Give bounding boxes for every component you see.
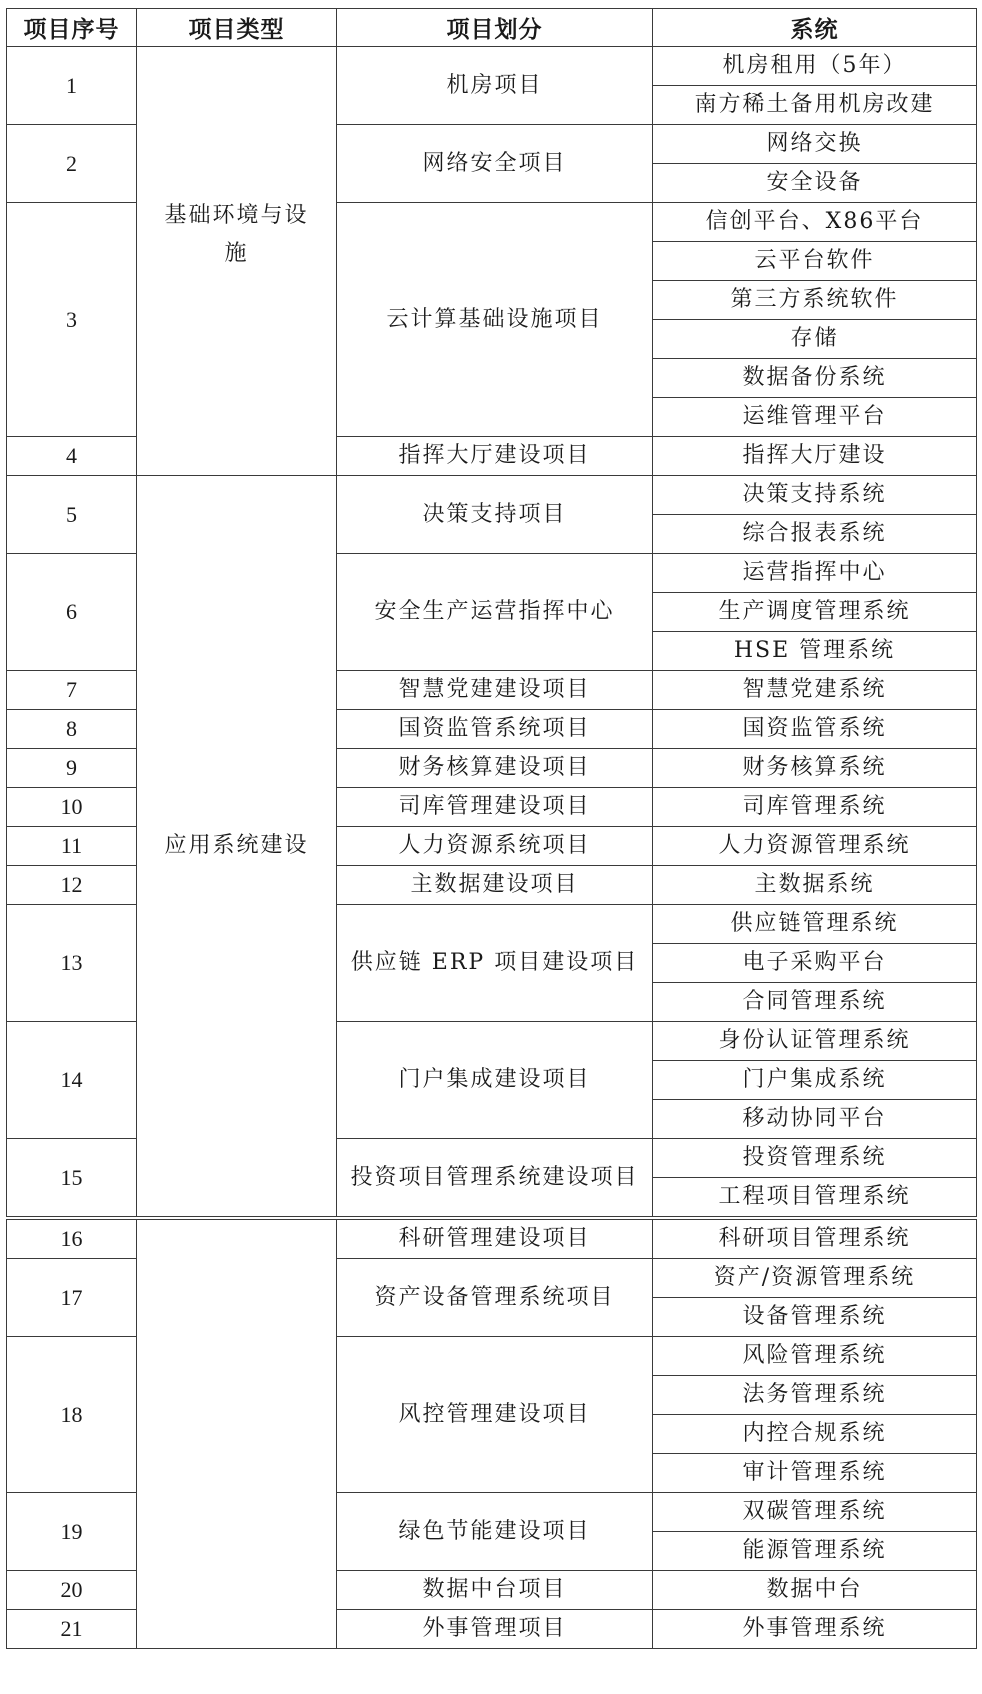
project-no: 17	[7, 1259, 137, 1337]
project-table-container	[6, 8, 976, 1649]
project-no: 1	[7, 47, 137, 125]
system-cell: 云平台软件	[653, 242, 977, 281]
system-cell: 科研项目管理系统	[653, 1218, 977, 1259]
table-body	[7, 47, 977, 1649]
system-cell: 主数据系统	[653, 866, 977, 905]
system-cell: 存储	[653, 320, 977, 359]
project-no: 2	[7, 125, 137, 203]
project-division: 智慧党建建设项目	[337, 671, 653, 710]
project-type: 应用系统建设	[137, 476, 337, 1219]
system-cell: 运营指挥中心	[653, 554, 977, 593]
project-division: 投资项目管理系统建设项目	[337, 1139, 653, 1219]
system-cell: 能源管理系统	[653, 1532, 977, 1571]
system-cell: 人力资源管理系统	[653, 827, 977, 866]
project-division: 财务核算建设项目	[337, 749, 653, 788]
project-division: 指挥大厅建设项目	[337, 437, 653, 476]
project-division: 资产设备管理系统项目	[337, 1259, 653, 1337]
table-header-row	[7, 9, 977, 47]
system-cell: 安全设备	[653, 164, 977, 203]
project-division: 网络安全项目	[337, 125, 653, 203]
project-division: 国资监管系统项目	[337, 710, 653, 749]
system-cell: 司库管理系统	[653, 788, 977, 827]
project-no: 5	[7, 476, 137, 554]
project-division: 科研管理建设项目	[337, 1218, 653, 1259]
project-no: 6	[7, 554, 137, 671]
system-cell: 综合报表系统	[653, 515, 977, 554]
system-cell: 南方稀土备用机房改建	[653, 86, 977, 125]
project-division: 人力资源系统项目	[337, 827, 653, 866]
system-cell: 移动协同平台	[653, 1100, 977, 1139]
header-project-no: 项目序号	[7, 9, 137, 47]
system-cell: 门户集成系统	[653, 1061, 977, 1100]
system-cell: 投资管理系统	[653, 1139, 977, 1178]
system-cell: 身份认证管理系统	[653, 1022, 977, 1061]
system-cell: 电子采购平台	[653, 944, 977, 983]
table-row	[7, 1218, 977, 1259]
system-cell: 国资监管系统	[653, 710, 977, 749]
project-no: 19	[7, 1493, 137, 1571]
project-no: 15	[7, 1139, 137, 1219]
system-cell: 指挥大厅建设	[653, 437, 977, 476]
system-cell: HSE 管理系统	[653, 632, 977, 671]
project-no: 11	[7, 827, 137, 866]
project-no: 7	[7, 671, 137, 710]
system-cell: 生产调度管理系统	[653, 593, 977, 632]
project-division: 司库管理建设项目	[337, 788, 653, 827]
project-no: 16	[7, 1218, 137, 1259]
project-division: 决策支持项目	[337, 476, 653, 554]
system-cell: 智慧党建系统	[653, 671, 977, 710]
project-no: 14	[7, 1022, 137, 1139]
project-division: 绿色节能建设项目	[337, 1493, 653, 1571]
project-no: 4	[7, 437, 137, 476]
project-division: 机房项目	[337, 47, 653, 125]
project-division: 门户集成建设项目	[337, 1022, 653, 1139]
system-cell: 信创平台、X86平台	[653, 203, 977, 242]
project-division: 主数据建设项目	[337, 866, 653, 905]
project-type: 基础环境与设施	[137, 47, 337, 476]
project-division: 数据中台项目	[337, 1571, 653, 1610]
project-no: 9	[7, 749, 137, 788]
system-cell: 风险管理系统	[653, 1337, 977, 1376]
system-cell: 外事管理系统	[653, 1610, 977, 1649]
system-cell: 设备管理系统	[653, 1298, 977, 1337]
system-cell: 网络交换	[653, 125, 977, 164]
system-cell: 数据备份系统	[653, 359, 977, 398]
project-no: 13	[7, 905, 137, 1022]
header-project-type: 项目类型	[137, 9, 337, 47]
header-system: 系统	[653, 9, 977, 47]
table-row	[7, 47, 977, 86]
system-cell: 资产/资源管理系统	[653, 1259, 977, 1298]
system-cell: 第三方系统软件	[653, 281, 977, 320]
project-no: 3	[7, 203, 137, 437]
system-cell: 工程项目管理系统	[653, 1178, 977, 1219]
project-no: 18	[7, 1337, 137, 1493]
system-cell: 双碳管理系统	[653, 1493, 977, 1532]
project-no: 21	[7, 1610, 137, 1649]
project-division: 外事管理项目	[337, 1610, 653, 1649]
project-no: 20	[7, 1571, 137, 1610]
system-cell: 财务核算系统	[653, 749, 977, 788]
project-division: 安全生产运营指挥中心	[337, 554, 653, 671]
system-cell: 合同管理系统	[653, 983, 977, 1022]
system-cell: 运维管理平台	[653, 398, 977, 437]
system-cell: 供应链管理系统	[653, 905, 977, 944]
system-cell: 数据中台	[653, 1571, 977, 1610]
project-type	[137, 1218, 337, 1649]
project-no: 8	[7, 710, 137, 749]
system-cell: 机房租用（5年）	[653, 47, 977, 86]
project-table	[6, 8, 977, 1649]
table-row	[7, 476, 977, 515]
system-cell: 决策支持系统	[653, 476, 977, 515]
project-division: 云计算基础设施项目	[337, 203, 653, 437]
project-division: 供应链 ERP 项目建设项目	[337, 905, 653, 1022]
system-cell: 法务管理系统	[653, 1376, 977, 1415]
system-cell: 审计管理系统	[653, 1454, 977, 1493]
project-no: 12	[7, 866, 137, 905]
project-no: 10	[7, 788, 137, 827]
project-division: 风控管理建设项目	[337, 1337, 653, 1493]
header-project-division: 项目划分	[337, 9, 653, 47]
system-cell: 内控合规系统	[653, 1415, 977, 1454]
